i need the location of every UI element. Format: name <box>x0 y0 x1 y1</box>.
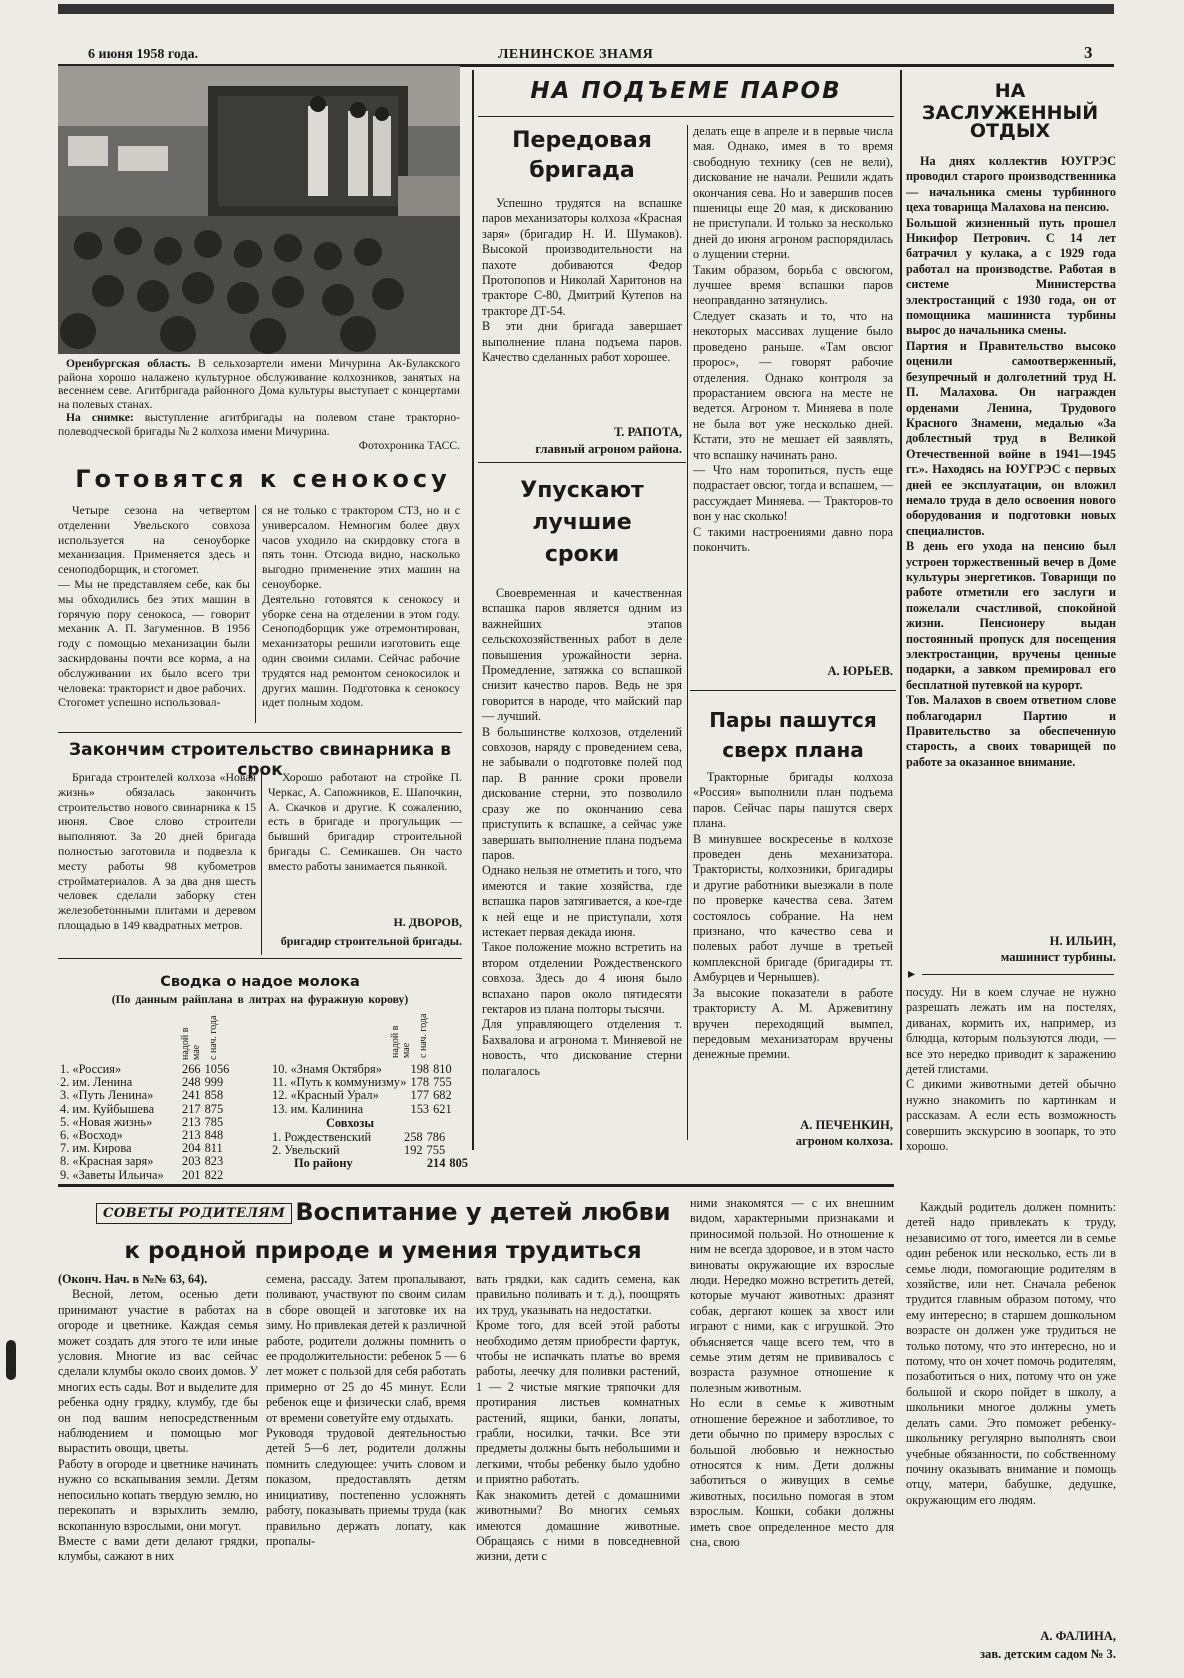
milk-row-may: 204 <box>182 1141 201 1156</box>
milk-row-name: 7. им. Кирова <box>60 1141 132 1156</box>
milk-row-may: 178 <box>410 1075 430 1090</box>
top-rule <box>58 4 1114 14</box>
parents-continued-text: посуду. Ни в коем случае не нужно разрешать лежать им на постелях, диванах, кормить их, например, из блюдца, которым пользуются люди, — все это нередко приводит к заражению детей глистами. С дикими животными детей обычно нужно знакомить по картинкам и рассказам. А если есть возможность совершить экскурсию в зоопарк, то это хорошо. <box>906 985 1116 1154</box>
education-col1-text: Весной, летом, осенью дети принимают участие в работах на огороде и цветнике. Каждая семья может создать для этого те или иные условия. Многие из вас сейчас сделали клумбы около своих домов. У многих есть сады. Вот и выделите для ребенка одну грядку, клумбу, где бы он под вашим непосредственным наблюдением и помощью мог вырастить овощи, цветы. Работу в огороде и цветнике начинать нужно со вскапывания земли. Детям непосильно копать твердую землю, но перекопать и взрыхлить землю, вскопанную взрослыми, они могут. Вместе с вами дети делают грядки, клумбы, сажают в них <box>58 1287 258 1564</box>
education-col5 <box>906 1200 1116 1508</box>
milk-row-may: 248 <box>182 1075 201 1090</box>
missed-title-1: Упускают <box>520 478 644 503</box>
education-col4-text: ними знакомятся — с их внешним видом, характерными признаками и приносимой пользой. Но отношение к ним не всегда здоровое, и в этом часто виноваты окружающие их взрослые люди. Нередко можно встретить детей, которые мучают животных: дразнят собак, дергают кошек за хвост или играют с ними, как с игрушкой. Это объясняется чаще всего тем, что в семье этим детям не прививалось с возраста разумное отношение к полезным животным. Но если в семье к животным отношение бережное и заботливое, то дети обычно по примеру взрослых с большой любовью и нежностью относятся к ним. Дети должны заботиться о живущих в семье животных, посильно помогая в этом взрослым. Кошки, собаки должны иметь свое определенное место для сна, свою <box>690 1196 894 1549</box>
retire-text-body: На днях коллектив ЮУГРЭС проводил старого производственника — начальника смены турбинного цеха товарища Малахова на пенсию. Большой жизненный путь прошел Никифор Петрович. С 14 лет батрачил у кулака, а с 1929 года работал на производстве. Работая в системе Министерства электростанций с 1930 года, он от помощника машиниста турбины вырос до начальника смены. Партия и Правительство высоко оценили самоотверженный, безупречный и долголетний труд Н. П. Малахова. Он награжден орденами Ленина, Трудового Красного Знамени, медалью «За доблестный труд в Великой Отечественной войне в 1941—1945 гг.». Находясь на ЮУГРЭС с первых дней ее эксплуатации, он вложил немало труда в дело освоения нового оборудования и подготовки новых специалистов. В день его ухода на пенсию был устроен торжественный вечер в Доме культуры энергетиков. Товарищи по работе отметили его заслуги и пожелали счастливой, спокойной жизни. Пенсионеру выдан постоянный пропуск для посещения электростанции, вручены ценные подарки, а завком премировал его бесплатной путевкой на курорт. Тов. Малахов в своем ответном слове поблагодарил Партию и Правительство за обеспеченную старость, а своих товарищей по работе за оказанное внимание. <box>906 154 1116 769</box>
page-date: 6 июня 1958 года. <box>88 47 199 62</box>
page-number: 3 <box>1084 43 1093 62</box>
milk-row-may: 153 <box>410 1101 430 1116</box>
milk-row-name: 5. «Новая жизнь» <box>60 1114 153 1129</box>
milk-row-year: 755 <box>433 1075 452 1090</box>
pig-col2 <box>268 770 462 874</box>
brigade-signature: Т. РАПОТА, <box>614 425 682 439</box>
photo-image <box>58 66 460 354</box>
overplan-title-1: Пары пашутся <box>709 708 877 732</box>
retire-text <box>906 154 1116 770</box>
section-rule <box>58 732 462 733</box>
milk-row-year: 858 <box>204 1088 224 1103</box>
milk-row-name: 2. им. Ленина <box>60 1075 133 1090</box>
milk-row-may: 213 <box>182 1114 201 1129</box>
milk-subtitle: (По данным райплана в литрах на фуражную корову) <box>111 993 409 1006</box>
education-title-1: Воспитание у детей любви <box>295 1198 671 1226</box>
milk-row-may: 198 <box>410 1062 430 1076</box>
milk-row-name: 11. «Путь к коммунизму» <box>272 1075 407 1090</box>
brigade-text-body: Успешно трудятся на вспашке паров механизаторы колхоза «Красная заря» (бригадир Н. И. Шумаков). Высокой производительности на пахоте добиваются Федор Протопопов и Николай Харитонов на тракторе С-80, Дмитрий Кутепов на тракторе ДТ-54. В эти дни бригада завершает выполнение плана подъема паров. Качество сделанных работ хорошее. <box>482 196 682 365</box>
milk-row-year: 1056 <box>204 1062 230 1076</box>
milk-row <box>270 1089 454 1102</box>
hay-col1-text: Четыре сезона на четвертом отделении Увельского совхоза используется на сеноуборке механизация. Применяется здесь и сеноподборщик, и стогомет. — Мы не представляем себе, как бы мы обходились без этих машин в горячую пору сенокоса, — говорит механик А. П. Загуменнов. В 1956 году с помощью механизации были заскирдованы почти все корма, а на обслуживании их было всего три человека: тракторист и двое рабочих. Стогомет успешно использовал- <box>58 503 250 710</box>
newspaper-name: ЛЕНИНСКОЕ ЗНАМЯ <box>498 47 654 62</box>
milk-district-may: 214 <box>426 1156 446 1171</box>
caption-text: В сельхозартели имени Мичурина Ак-Булакского района хорошо налажено культурное обслуживание колхозников, занятых на весеннем севе. Агитбригада районного Дома культуры выступает с концертами на полевых станах. <box>58 357 460 411</box>
brigade-signature-role: главный агроном района. <box>535 442 682 456</box>
missed-col2-text: делать еще в апреле и в первые числа мая. Однако, имея в то время свободную технику (сев не вели), дискование не начали. Решили ждать окончания сева. Но и завершив посев пшеницы еще 20 мая, к дискованию не приступали. И только за несколько дней до июня агроном распорядилась о лущении стерни. Таким образом, борьба с овсюгом, лучшее время вспашки паров неоправданно затянулись. Следует сказать и то, что на некоторых массивах лущение было проведено раньше. «Там овсюг пророс», — говорят рабочие отделения. Однако контроля за прорастанием овсюга на месте не ведется. Агроном т. Миняева в поле не была вот уже несколько дней. Кстати, это не мешает ей заявлять, что вспашку начинать рано. — Что нам торопиться, пусть еще подрастает овсюг, тогда и вспашем, — рассуждает Миняева. — Тракторов-то вон у нас сколько! С такими настроениями давно пора покончить. <box>693 124 893 554</box>
education-rubric: СОВЕТЫ РОДИТЕЛЯМ <box>96 1203 292 1224</box>
missed-signature: А. ЮРЬЕВ. <box>827 664 893 678</box>
milk-row-year: 848 <box>204 1128 224 1143</box>
pig-col1 <box>58 770 256 933</box>
milk-row-may: 201 <box>182 1167 201 1182</box>
milk-row-name: 9. «Заветы Ильича» <box>60 1167 164 1182</box>
milk-row-year: 822 <box>204 1167 224 1182</box>
milk-row-year: 621 <box>433 1101 452 1116</box>
milk-row <box>270 1103 454 1116</box>
milk-row <box>58 1089 231 1102</box>
milk-row-name: 8. «Красная заря» <box>60 1154 154 1169</box>
education-title-2: к родной природе и умения трудиться <box>124 1238 642 1264</box>
milk-row-name: 6. «Восход» <box>60 1128 123 1143</box>
milk-row <box>58 1155 231 1168</box>
missed-title-3: сроки <box>544 542 620 567</box>
section-rule <box>58 1184 894 1187</box>
section-rule <box>690 690 896 691</box>
milk-sovkhozy-label: Совхозы <box>325 1115 375 1130</box>
missed-title-2: лучшие <box>532 510 632 535</box>
milk-row-year: 811 <box>204 1141 223 1156</box>
milk-colhead-left-2: с нач. года <box>208 1015 219 1060</box>
pig-signature: Н. ДВОРОВ, <box>393 915 462 929</box>
overplan-text-body: Тракторные бригады колхоза «Россия» выполнили план подъема паров. Сейчас пары пашутся сверх плана. В минувшее воскресенье в колхозе проведен день механизатора. Трактористы, колхозники, бригадиры и другие работники выезжали в поле по проверке качества сева. Затем состоялось собрание. На нем признано, что качество сева и полевых работ лучше в третьей комплексной бригаде (бригадиры тт. Амбурцев и Чернышев). За высокие показатели в работе трактористу А. М. Аржевитину вручен переходящий вымпел, передовым механизаторам вручены денежные премии. <box>693 770 893 1062</box>
milk-row-name: 4. им. Куйбышева <box>60 1101 155 1116</box>
milk-row-year: 999 <box>204 1075 224 1090</box>
milk-row-name: 10. «Знамя Октября» <box>272 1062 382 1076</box>
milk-row-year: 785 <box>204 1114 224 1129</box>
missed-col2 <box>693 124 893 555</box>
retire-signature-role: машинист турбины. <box>1000 950 1116 964</box>
milk-row-name: 13. им. Калинина <box>272 1101 364 1116</box>
education-col4 <box>690 1196 894 1550</box>
section-rule <box>478 116 894 117</box>
education-col2-text: семена, рассаду. Затем пропалывают, поливают, участвуют по своим силам в сборе овощей и заготовке их на зиму. Но привлекая детей к различной работе, родители должны помнить о ее продолжительности: ребенок 5 — 6 лет может с пользой для себя работать примерно от 25 до 45 минут. Если ребенок еще и физически слаб, время от времени советуйте ему отдыхать. Руководя трудовой деятельностью детей 5—6 лет, родители должны помнить следующее: учить словом и показом, предоставлять детям инициативу, постепенно усложнять работу, показывать приемы труда (как правильно держать лопату, как пропалы- <box>266 1272 466 1548</box>
milk-row-name: 1. «Россия» <box>60 1062 122 1076</box>
milk-district-year: 805 <box>449 1156 468 1171</box>
education-col2 <box>266 1272 466 1549</box>
caption-note: выступление агитбригады на полевом стане тракторно-полеводческой бригады № 2 колхоза имени Мичурина. <box>58 411 460 438</box>
missed-col1 <box>482 586 682 1079</box>
continuation-arrow-icon: ▸ <box>908 966 916 982</box>
milk-row-may: 217 <box>182 1101 201 1116</box>
milk-row-may: 266 <box>182 1062 201 1076</box>
milk-row-may: 258 <box>404 1129 423 1144</box>
education-col3 <box>476 1272 680 1565</box>
brigade-title-2: бригада <box>529 158 635 183</box>
overplan-signature-role: агроном колхоза. <box>795 1134 893 1148</box>
milk-row-year: 682 <box>433 1088 452 1103</box>
milk-row-year: 755 <box>426 1143 446 1158</box>
brigade-text <box>482 196 682 365</box>
retire-title-2: ОТДЫХ <box>969 120 1051 142</box>
education-col5-text: Каждый родитель должен помнить: детей надо привлекать к труду, независимо от того, имеется ли в семье один ребенок или несколько, есть ли в семье люди, помогающие родителям в хозяйстве, или нет. Сначала ребенок трудится главным образом потому, что ему интересно; в старшем дошкольном возрасте он должен уже трудиться не только потому, что это интересно, но и потому, что он хочет помочь родителям, позаботиться о них, потому что он уже большой и скоро пойдет в школу, а школьники многое должны уметь делать сами. Это поможет ребенку-школьнику регулярно выполнять свои учебные обязанности, по собственному почину оказывать внимание и помощь отцу, матери, бабушке, дедушке, окружающим его людям. <box>906 1200 1116 1507</box>
milk-colhead-left-1: надой в мае <box>180 1027 202 1060</box>
section-parov-title: НА ПОДЪЕМЕ ПАРОВ <box>530 78 842 104</box>
education-signature: А. ФАЛИНА, <box>1040 1629 1116 1643</box>
col-divider <box>472 70 474 1150</box>
milk-table-sovkhoz <box>270 1131 447 1157</box>
pig-signature-role: бригадир строительной бригады. <box>280 934 462 948</box>
milk-row-may: 177 <box>410 1088 430 1103</box>
milk-row-name: 3. «Путь Ленина» <box>60 1088 154 1103</box>
milk-row-may: 192 <box>404 1143 423 1158</box>
milk-row-year: 786 <box>426 1129 446 1144</box>
pig-col2-text: Хорошо работают на стройке П. Черкас, А. Сапожников, Е. Шапочкин, А. Скачков и другие. К сожалению, есть в бригаде и прогульщик — бывший бригадир строительной бригады С. Семикашев. Он часто вместо работы занимается пьянкой. <box>268 770 462 873</box>
milk-district-row <box>270 1157 470 1170</box>
overplan-signature: А. ПЕЧЕНКИН, <box>800 1118 893 1132</box>
pig-col1-text: Бригада строителей колхоза «Новая жизнь» обязалась закончить строительство нового свинарника к 15 июня. Свое слово строители выполняют. За 20 дней бригада полностью заготовила и подвезла к месту работы 98 кубометров стройматериалов. А за два дня шесть человек сделали заборку стен железобетонными плитами и деревом площадью в 149 квадратных метров. <box>58 770 256 932</box>
milk-row <box>58 1169 231 1182</box>
col-divider <box>900 70 902 1150</box>
milk-row-may: 203 <box>182 1154 201 1169</box>
col-divider <box>261 770 262 955</box>
retire-signature: Н. ИЛЬИН, <box>1049 934 1116 948</box>
milk-row-year: 823 <box>204 1154 224 1169</box>
milk-row-name: 2. Увельский <box>272 1143 340 1158</box>
milk-row-name: 1. Рождественский <box>272 1129 372 1144</box>
retire-title-1: НА ЗАСЛУЖЕННЫЙ <box>921 80 1099 124</box>
milk-row <box>58 1103 231 1116</box>
missed-col1-text: Своевременная и качественная вспашка паров является одним из важнейших этапов сельскохозяйственных работ в деле повышения урожайности зерна. Промедление, затяжка со вспашкой снизит качество паров. Ведь не зря говорится в народе, что майский пар — лучший. В большинстве колхозов, отделений совхозов, наряду с проведением сева, не забывали о подготовке полей под пар. В ранние сроки провели дискование стерни, это позволило сразу же по окончанию сева приступить к вспашке, а сейчас уже завершать выполнение плана подъема паров. Однако нельзя не отметить и того, что имеются и такие хозяйства, где вспашка паров затягивается, а кое-где к ней еще и не приступали, хотя истекает первая декада июня. Такое положение можно встретить на втором отделении Рождественского совхоза. Здесь до 4 июня было вспахано паров около пятидесяти гектаров из плана полторы тысячи. Для управляющего отделения т. Бахвалова и агронома т. Миняевой не новость, что дискование стерни полагалось <box>482 586 682 1078</box>
parents-continued <box>906 985 1116 1154</box>
pig-title: Закончим строительство свинарника в срок <box>69 740 451 780</box>
photo-caption <box>58 357 460 452</box>
overplan-text <box>693 770 893 1063</box>
education-col1 <box>58 1272 258 1565</box>
milk-table-collective-2 <box>270 1063 454 1116</box>
milk-title: Сводка о надое молока <box>160 974 360 990</box>
hay-col1 <box>58 503 250 710</box>
caption-lead: Оренбургская область. <box>66 357 191 370</box>
milk-district-label: По району <box>294 1156 353 1171</box>
section-rule <box>58 958 462 959</box>
photo-agitbrigade <box>58 66 460 354</box>
milk-table-right <box>270 1063 470 1170</box>
col-divider <box>687 125 688 1140</box>
hay-title: Готовятся к сенокосу <box>75 465 451 493</box>
overplan-title-2: сверх плана <box>722 738 864 762</box>
milk-row-may: 241 <box>182 1088 201 1103</box>
education-lead: (Оконч. Нач. в №№ 63, 64). <box>58 1272 208 1286</box>
education-signature-role: зав. детским садом № 3. <box>979 1647 1116 1661</box>
milk-row-may: 213 <box>182 1128 201 1143</box>
photo-credit: Фотохроника ТАСС. <box>358 438 460 452</box>
caption-note-lead: На снимке: <box>66 411 134 425</box>
milk-row-year: 810 <box>433 1062 452 1076</box>
education-col3-text: вать грядки, как садить семена, как правильно поливать и т. д.), поощрять их труд, указывать на недостатки. Кроме того, для всей этой работы необходимо детям приобрести фартук, чтобы не испачкать платье во время работы, леечку для поливки растений, 1 — 2 чистые мягкие тряпочки для протирания листьев комнатных растений, ящики, банки, лопаты, грабли, носилки, тачки. Все эти предметы должны быть небольшими и легкими, чтобы ребенку было удобно и приятно работать. Как знакомить детей с домашними животными? Во многих семьях имеются домашние животные. Обращаясь с ними в повседневной жизни, дети с <box>476 1272 680 1564</box>
brigade-title-1: Передовая <box>512 128 652 153</box>
section-rule <box>922 974 1114 975</box>
hay-col2 <box>262 503 460 710</box>
milk-colhead-right-2: с нач. года <box>418 1013 429 1058</box>
milk-colhead-right-1: надой в мае <box>390 1025 412 1058</box>
milk-row-year: 875 <box>204 1101 224 1116</box>
section-rule <box>478 462 686 463</box>
hay-col2-text: ся не только с трактором СТЗ, но и с универсалом. Немногим более двух часов уходило на скирдовку стога в пять тонн. Отсюда видно, насколько выгодно применение этих машин на сеноуборке. Деятельно готовятся к сенокосу и уборке сена на отделении в этом году. Сеноподборщик уже отремонтирован, механизаторы решили изготовить еще один своими силами. Сейчас рабочие трудятся над ремонтом сенокосилок и других машин. Подготовка к сенокосу идет полным ходом. <box>262 503 460 710</box>
milk-table-collective <box>58 1063 231 1182</box>
col-divider <box>255 505 256 723</box>
binding-mark <box>6 1340 16 1380</box>
milk-row-name: 12. «Красный Урал» <box>272 1088 379 1103</box>
